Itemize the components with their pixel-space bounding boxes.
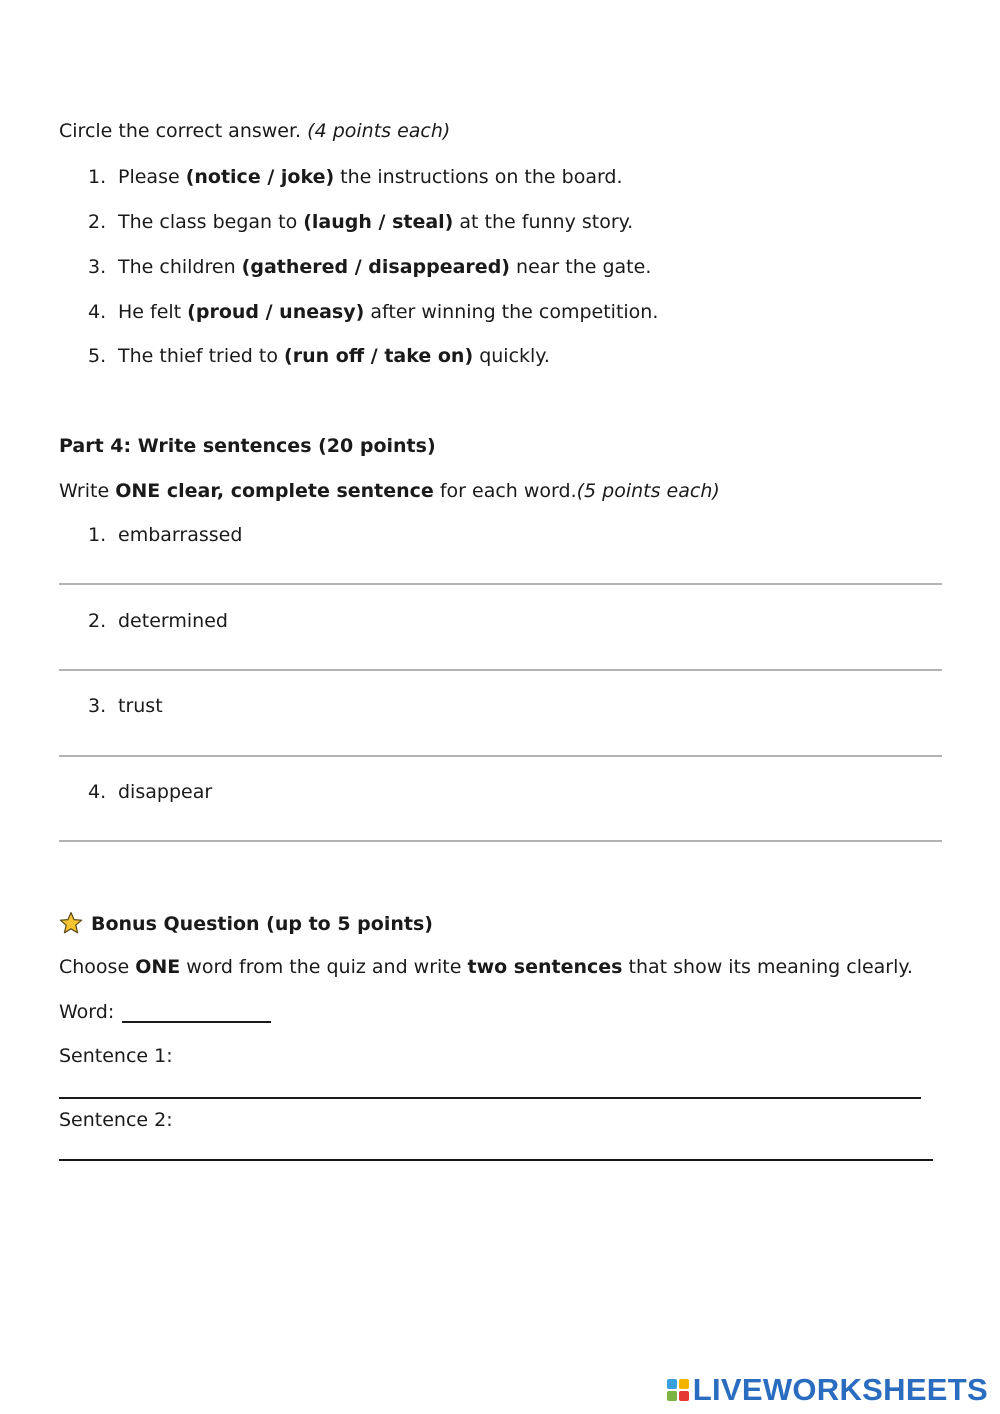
word-label: Word: — [59, 1001, 115, 1023]
answer-line-3[interactable] — [59, 755, 942, 757]
word-blank[interactable] — [122, 1021, 271, 1023]
word-item-4: 4. disappear — [88, 781, 213, 803]
answer-choice[interactable]: (run off / take on) — [284, 345, 474, 367]
question-1: 1. Please (notice / joke) the instructions on the board. — [88, 166, 623, 188]
word-item-3: 3. trust — [88, 695, 163, 717]
sentence-2-blank[interactable] — [59, 1159, 933, 1161]
question-2: 2. The class began to (laugh / steal) at the funny story. — [88, 211, 634, 233]
word-item-2: 2. determined — [88, 610, 228, 632]
sentence-1-blank[interactable] — [59, 1097, 921, 1099]
star-icon — [59, 911, 83, 935]
question-5: 5. The thief tried to (run off / take on) quickly. — [88, 345, 550, 367]
part3-instruction: Circle the correct answer. (4 points each) — [59, 120, 451, 142]
answer-choice[interactable]: (gathered / disappeared) — [241, 256, 510, 278]
word-item-1: 1. embarrassed — [88, 524, 243, 546]
sentence-1-label: Sentence 1: — [59, 1045, 173, 1067]
logo-mark-icon — [667, 1379, 689, 1401]
part4-heading: Part 4: Write sentences (20 points) — [59, 435, 436, 457]
bonus-instruction: Choose ONE word from the quiz and write two sentences that show its meaning clearly. — [59, 956, 913, 978]
answer-choice[interactable]: (laugh / steal) — [303, 211, 454, 233]
answer-choice[interactable]: (proud / uneasy) — [187, 301, 365, 323]
liveworksheets-logo: LIVEWORKSHEETS — [667, 1372, 988, 1408]
answer-line-4[interactable] — [59, 840, 942, 842]
question-4: 4. He felt (proud / uneasy) after winning the competition. — [88, 301, 659, 323]
answer-line-2[interactable] — [59, 669, 942, 671]
bonus-heading: Bonus Question (up to 5 points) — [59, 911, 433, 935]
part4-instruction: Write ONE clear, complete sentence for each word.(5 points each) — [59, 480, 720, 502]
question-3: 3. The children (gathered / disappeared) near the gate. — [88, 256, 652, 278]
sentence-2-label: Sentence 2: — [59, 1109, 173, 1131]
answer-choice[interactable]: (notice / joke) — [185, 166, 335, 188]
answer-line-1[interactable] — [59, 583, 942, 585]
